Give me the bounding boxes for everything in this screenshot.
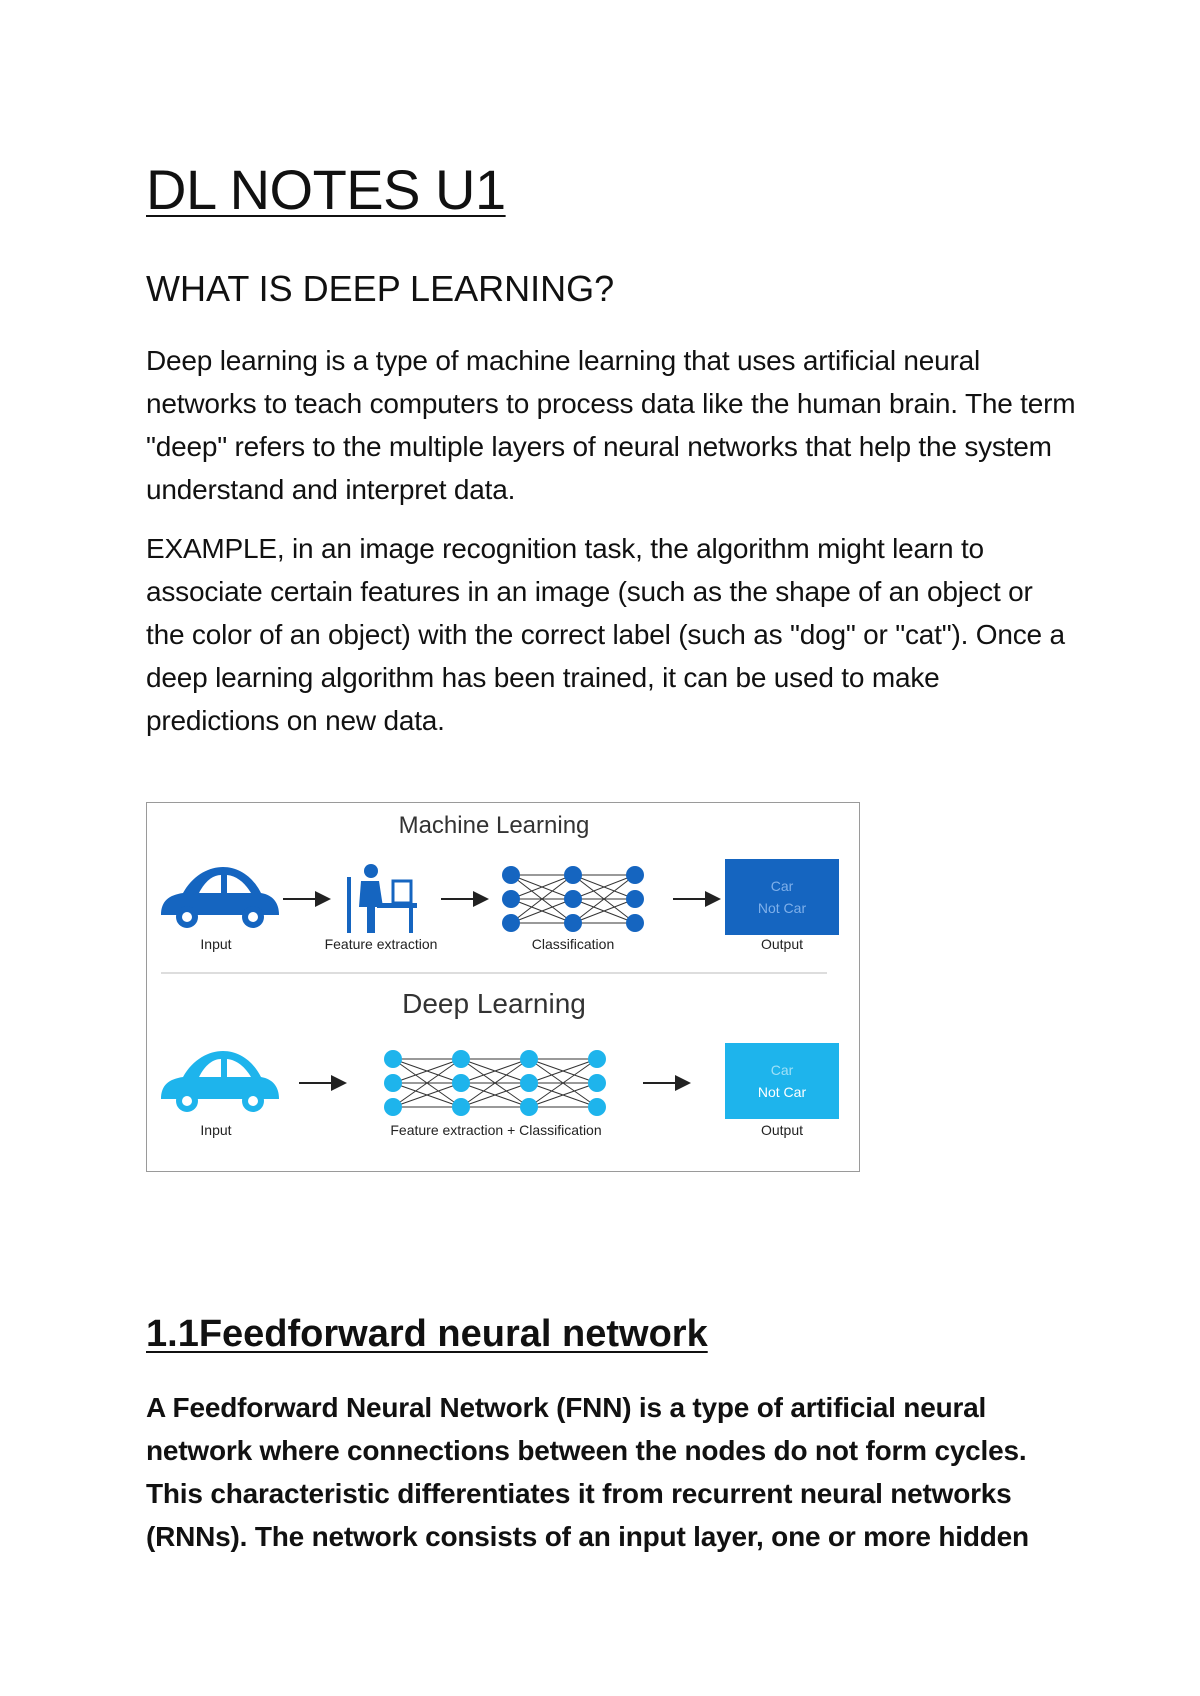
dl-output-box [725, 1043, 839, 1119]
ml-network-node [564, 890, 582, 908]
ml-network-node [502, 890, 520, 908]
ml-output-box [725, 859, 839, 935]
ml-car-icon [161, 867, 279, 928]
dl-network-node [452, 1074, 470, 1092]
dl-network-icon [384, 1050, 606, 1116]
dl-network-node [588, 1050, 606, 1068]
intro-paragraph: Deep learning is a type of machine learning that uses artificial neural networks to teach computers to process data like the human brain. The term "deep" refers to the multiple layers of neural networks that help the system understand and interpret data. [146, 345, 1076, 505]
feedforward-paragraph: A Feedforward Neural Network (FNN) is a type of artificial neural network where connections between the nodes do not form cycles. This characteristic differentiates it from recurrent neural networks (RNNs). The network consists of an input layer, one or more hidden [146, 1392, 1029, 1552]
dl-output-label: Output [760, 1122, 804, 1138]
ml-network-node [626, 890, 644, 908]
ml-network-node [626, 914, 644, 932]
dl-output-not-car: Not Car [757, 1084, 807, 1100]
dl-network-node [588, 1074, 606, 1092]
dl-network-node [384, 1098, 402, 1116]
dl-network-node [520, 1074, 538, 1092]
feedforward-heading: 1.1Feedforward neural network [146, 1313, 708, 1355]
dl-network-node [588, 1098, 606, 1116]
ml-output-car: Car [770, 878, 794, 894]
ml-vs-dl-figure [146, 802, 860, 1172]
dl-network-node [452, 1098, 470, 1116]
document-title: DL NOTES U1 [146, 158, 506, 221]
dl-network-node [520, 1050, 538, 1068]
ml-network-icon [502, 866, 644, 932]
dl-output-car: Car [770, 1062, 794, 1078]
ml-input-label: Input [200, 936, 232, 952]
ml-network-node [502, 914, 520, 932]
ml-network-node [564, 866, 582, 884]
dl-car-icon [161, 1051, 279, 1112]
ml-feature-label: Feature extraction [324, 936, 438, 952]
dl-network-node [520, 1098, 538, 1116]
dl-network-node [452, 1050, 470, 1068]
dl-input-label: Input [200, 1122, 232, 1138]
dl-network-node [384, 1074, 402, 1092]
ml-network-node [564, 914, 582, 932]
person-at-desk-icon [347, 864, 417, 933]
dl-network-node [384, 1050, 402, 1068]
dl-network-label: Feature extraction + Classification [390, 1122, 602, 1138]
section-heading: WHAT IS DEEP LEARNING? [146, 268, 615, 309]
dl-title: Deep Learning [402, 988, 586, 1019]
ml-vs-dl-diagram [147, 803, 861, 1173]
ml-network-node [626, 866, 644, 884]
ml-output-label: Output [760, 936, 804, 952]
ml-title: Machine Learning [398, 812, 590, 839]
ml-output-not-car: Not Car [757, 900, 807, 916]
ml-network-node [502, 866, 520, 884]
example-paragraph: EXAMPLE, in an image recognition task, the algorithm might learn to associate certain features in an image (such as the shape of an object or the color of an object) with the correct label (such as "dog" or "cat"). Once a deep learning algorithm has been trained, it can be used to make predictions on new data. [146, 533, 1065, 736]
ml-classification-label: Classification [531, 936, 615, 952]
